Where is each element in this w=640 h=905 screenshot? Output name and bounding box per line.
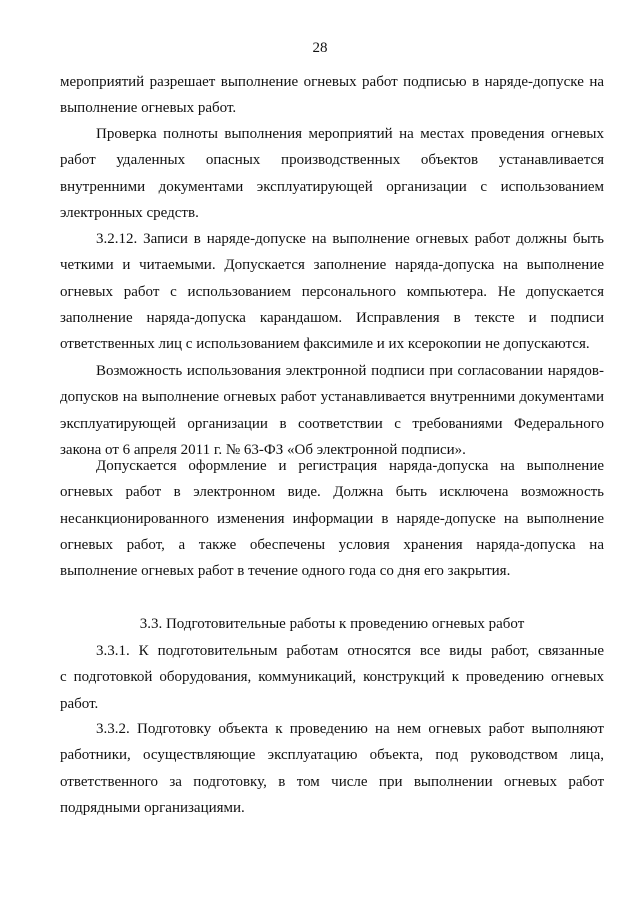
text-line: Проверка полноты выполнения мероприятий на местах проведения огневых (96, 126, 604, 142)
text-line: Допускается оформление и регистрация наряда-допуска на выполнение (96, 458, 604, 474)
text-line: 3.2.12. Записи в наряде-допуске на выполнение огневых работ должны быть (96, 231, 604, 247)
text-line: подрядными организациями. (60, 799, 245, 816)
text-line: мероприятий разрешает выполнение огневых работ подписью в наряде-допуске на (60, 74, 604, 90)
text-line: четкими и читаемыми. Допускается заполнение наряда-допуска на выполнение (60, 257, 604, 274)
paragraph-remote-objects-check (60, 121, 604, 226)
text-line: работ удаленных опасных производственных объектов устанавливается (60, 152, 604, 169)
text-line: выполнение огневых работ в течение одного года со дня его закрытия. (60, 563, 511, 580)
section-title: 3.3. Подготовительные работы к проведению огневых работ (139, 616, 525, 632)
section-heading-3-3 (60, 611, 604, 637)
text-line: выполнение огневых работ. (60, 100, 237, 117)
page-number: 28 (312, 40, 328, 56)
text-line: ответственных лиц с использованием факсимиле и их ксерокопии не допускаются. (60, 336, 590, 353)
text-line: ответственного за подготовку, в том числе при выполнении огневых работ (60, 773, 604, 790)
text-line: электронных средств. (60, 204, 199, 221)
text-line: 3.3.1. К подготовительным работам относятся все виды работ, связанные (96, 643, 604, 659)
text-line: с подготовкой оборудования, коммуникаций, конструкций к проведению огневых (60, 669, 604, 686)
paragraph-electronic-signature (60, 358, 604, 463)
text-line: несанкционированного изменения информации в наряде-допуске на выполнение (60, 510, 604, 527)
text-line: огневых работ, а также обеспечены условия хранения наряда-допуска на (60, 536, 604, 553)
text-line: Возможность использования электронной подписи при согласовании нарядов- (96, 363, 604, 379)
text-line: работ. (60, 695, 99, 712)
paragraph-3-3-2 (60, 716, 604, 821)
paragraph-fire-work-permit-signature (60, 69, 604, 122)
text-line: эксплуатирующей организации в соответствии с требованиями Федерального (60, 415, 604, 432)
paragraph-electronic-registration (60, 453, 604, 584)
text-line: внутренними документами эксплуатирующей организации с использованием (60, 178, 604, 195)
text-line: огневых работ с использованием персонального компьютера. Не допускается (60, 283, 604, 300)
text-line: заполнение наряда-допуска карандашом. Исправления в тексте и подписи (60, 309, 604, 326)
text-line: работники, осуществляющие эксплуатацию объекта, под руководством лица, (60, 747, 604, 764)
text-line: 3.3.2. Подготовку объекта к проведению на нем огневых работ выполняют (96, 721, 604, 737)
text-line: огневых работ в электронном виде. Должна быть исключена возможность (60, 484, 604, 501)
paragraph-3-3-1 (60, 638, 604, 717)
text-line: закона от 6 апреля 2011 г. № 63-ФЗ «Об электронной подписи». (60, 441, 466, 458)
paragraph-3-2-12 (60, 226, 604, 357)
text-line: допусков на выполнение огневых работ устанавливается внутренними документами (60, 389, 604, 406)
